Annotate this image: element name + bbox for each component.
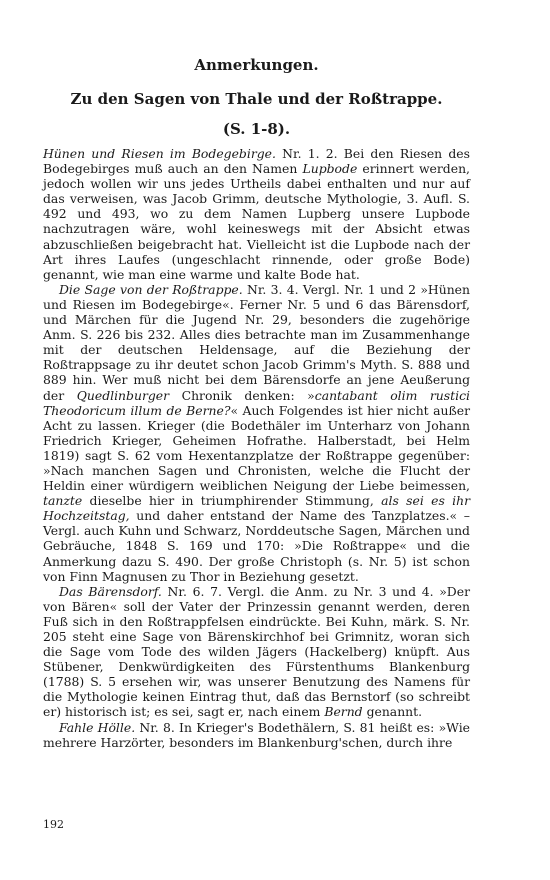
italic-text: Fahle Hölle. (59, 719, 136, 735)
body-text: Nr. 6. 7. Vergl. die Anm. zu Nr. 3 und 4. »Der von Bären« soll der Vater der Prinzessin genannt werden, deren Fuß sich in den Roßtrappfelsen eindrückte. Bei Kuhn, märk. S. Nr. 205 steht eine Sage von Bärenskirchhof bei Grimnitz, woran sich die Sage vom Tode des wilden Jägers (Hackelberg) knüpft. Aus Stübener, Denkwürdigkeiten des Fürstenthums Blankenburg (1788) S. 5 ersehen wir, was unserer Benutzung des Namens für die Mythologie keinen Eintrag thut, daß das Bernstorf (so schreibt er) historisch ist; es sei, sagt er, nach einem (43, 583, 470, 720)
body-text: « Auch Folgendes ist hier nicht außer Acht zu lassen. Krieger (die Bodethäler im Unterharz von Johann Friedrich Krieger, Geheimen Hofrathe. Halberstadt, bei Helm 1819) sagt S. 62 vom Hexentanzplatze der Roßtrappe gegenüber: »Nach manchen Sagen und Chronisten, welche die Flucht der Heldin einer würdigern weiblichen Neigung der Liebe beimessen, (43, 402, 471, 494)
body-text: Chronik denken: » (169, 387, 315, 403)
body-text: Nr. 3. 4. Vergl. Nr. 1 und 2 »Hünen und Riesen im Bodegebirge«. Ferner Nr. 5 und 6 das Bärensdorf, und Märchen für die Jugend Nr. 29, besonders die zugehörige Anm. S. 226 bis 232. Alles dies betrachte man im Zusammenhange mit der deutschen Heldensage, auf die Beziehung der Roßtrappsage zu ihr deutet schon Jacob Grimm's Myth. S. 888 und 889 hin. Wer muß nicht bei dem Bärensdorfe an jene Aeußerung der (43, 281, 470, 403)
italic-text: Bernd (324, 704, 363, 720)
italic-text: Lupbode (302, 161, 358, 177)
note-paragraph (43, 282, 470, 584)
page-range-heading: (S. 1-8). (222, 120, 291, 138)
note-paragraph (43, 584, 470, 720)
page-body (43, 54, 470, 750)
body-text: genannt. (362, 704, 423, 720)
italic-text: tanzte (43, 493, 83, 509)
italic-text: Hünen und Riesen im Bodegebirge. (43, 146, 276, 161)
italic-text: Quedlinburger (76, 387, 170, 403)
page-number: 192 (43, 818, 64, 831)
body-text: Nr. 1. 2. Bei den Riesen des Bodegebirges muß auch an den Namen (43, 146, 470, 177)
body-text: und daher entstand der Name des Tanzplatzes.« – Vergl. auch Kuhn und Schwarz, Norddeutsche Sagen, Märchen und Gebräuche, 1848 S. 169 und 170: »Die Roßtrappe« und die Anmerkung dazu S. 490. Der große Christoph (s. Nr. 5) ist schon von Finn Magnusen zu Thor in Beziehung gesetzt. (43, 508, 470, 584)
note-paragraph (43, 720, 470, 750)
italic-text: Das Bärensdorf. (59, 583, 162, 599)
body-text: Nr. 8. In Krieger's Bodethälern, S. 81 heißt es: »Wie mehrere Harzörter, besonders im Blankenburg'schen, durch ihre (43, 719, 470, 750)
body-text: dieselbe hier in triumphirender Stimmung, (82, 493, 382, 509)
italic-text: als sei es ihr Hochzeitstag, (43, 493, 470, 524)
italic-text: Die Sage von der Roßtrappe. (59, 281, 243, 297)
notes-heading: Anmerkungen. (194, 56, 319, 74)
notes-text (43, 146, 470, 750)
note-paragraph (43, 146, 470, 282)
body-text: erinnert werden, jedoch wollen wir uns jedes Urtheils dabei enthalten und nur auf das verweisen, was Jacob Grimm, deutsche Mythologie, 3. Aufl. S. 492 und 493, wo zu dem Namen Lupberg unsere Lupbode nachzutragen wäre, wohl keineswegs mit der Absicht etwas abzuschließen beigebracht hat. Vielleicht ist die Lupbode nach der Art ihres Laufes (ungeschlacht rinnende, oder große Bode) genannt, wie man eine warme und kalte Bode hat. (43, 161, 470, 282)
italic-text: cantabant olim rustici Theodoricum illum de Berne? (43, 387, 470, 418)
section-heading: Zu den Sagen von Thale und der Roßtrappe. (70, 90, 443, 108)
